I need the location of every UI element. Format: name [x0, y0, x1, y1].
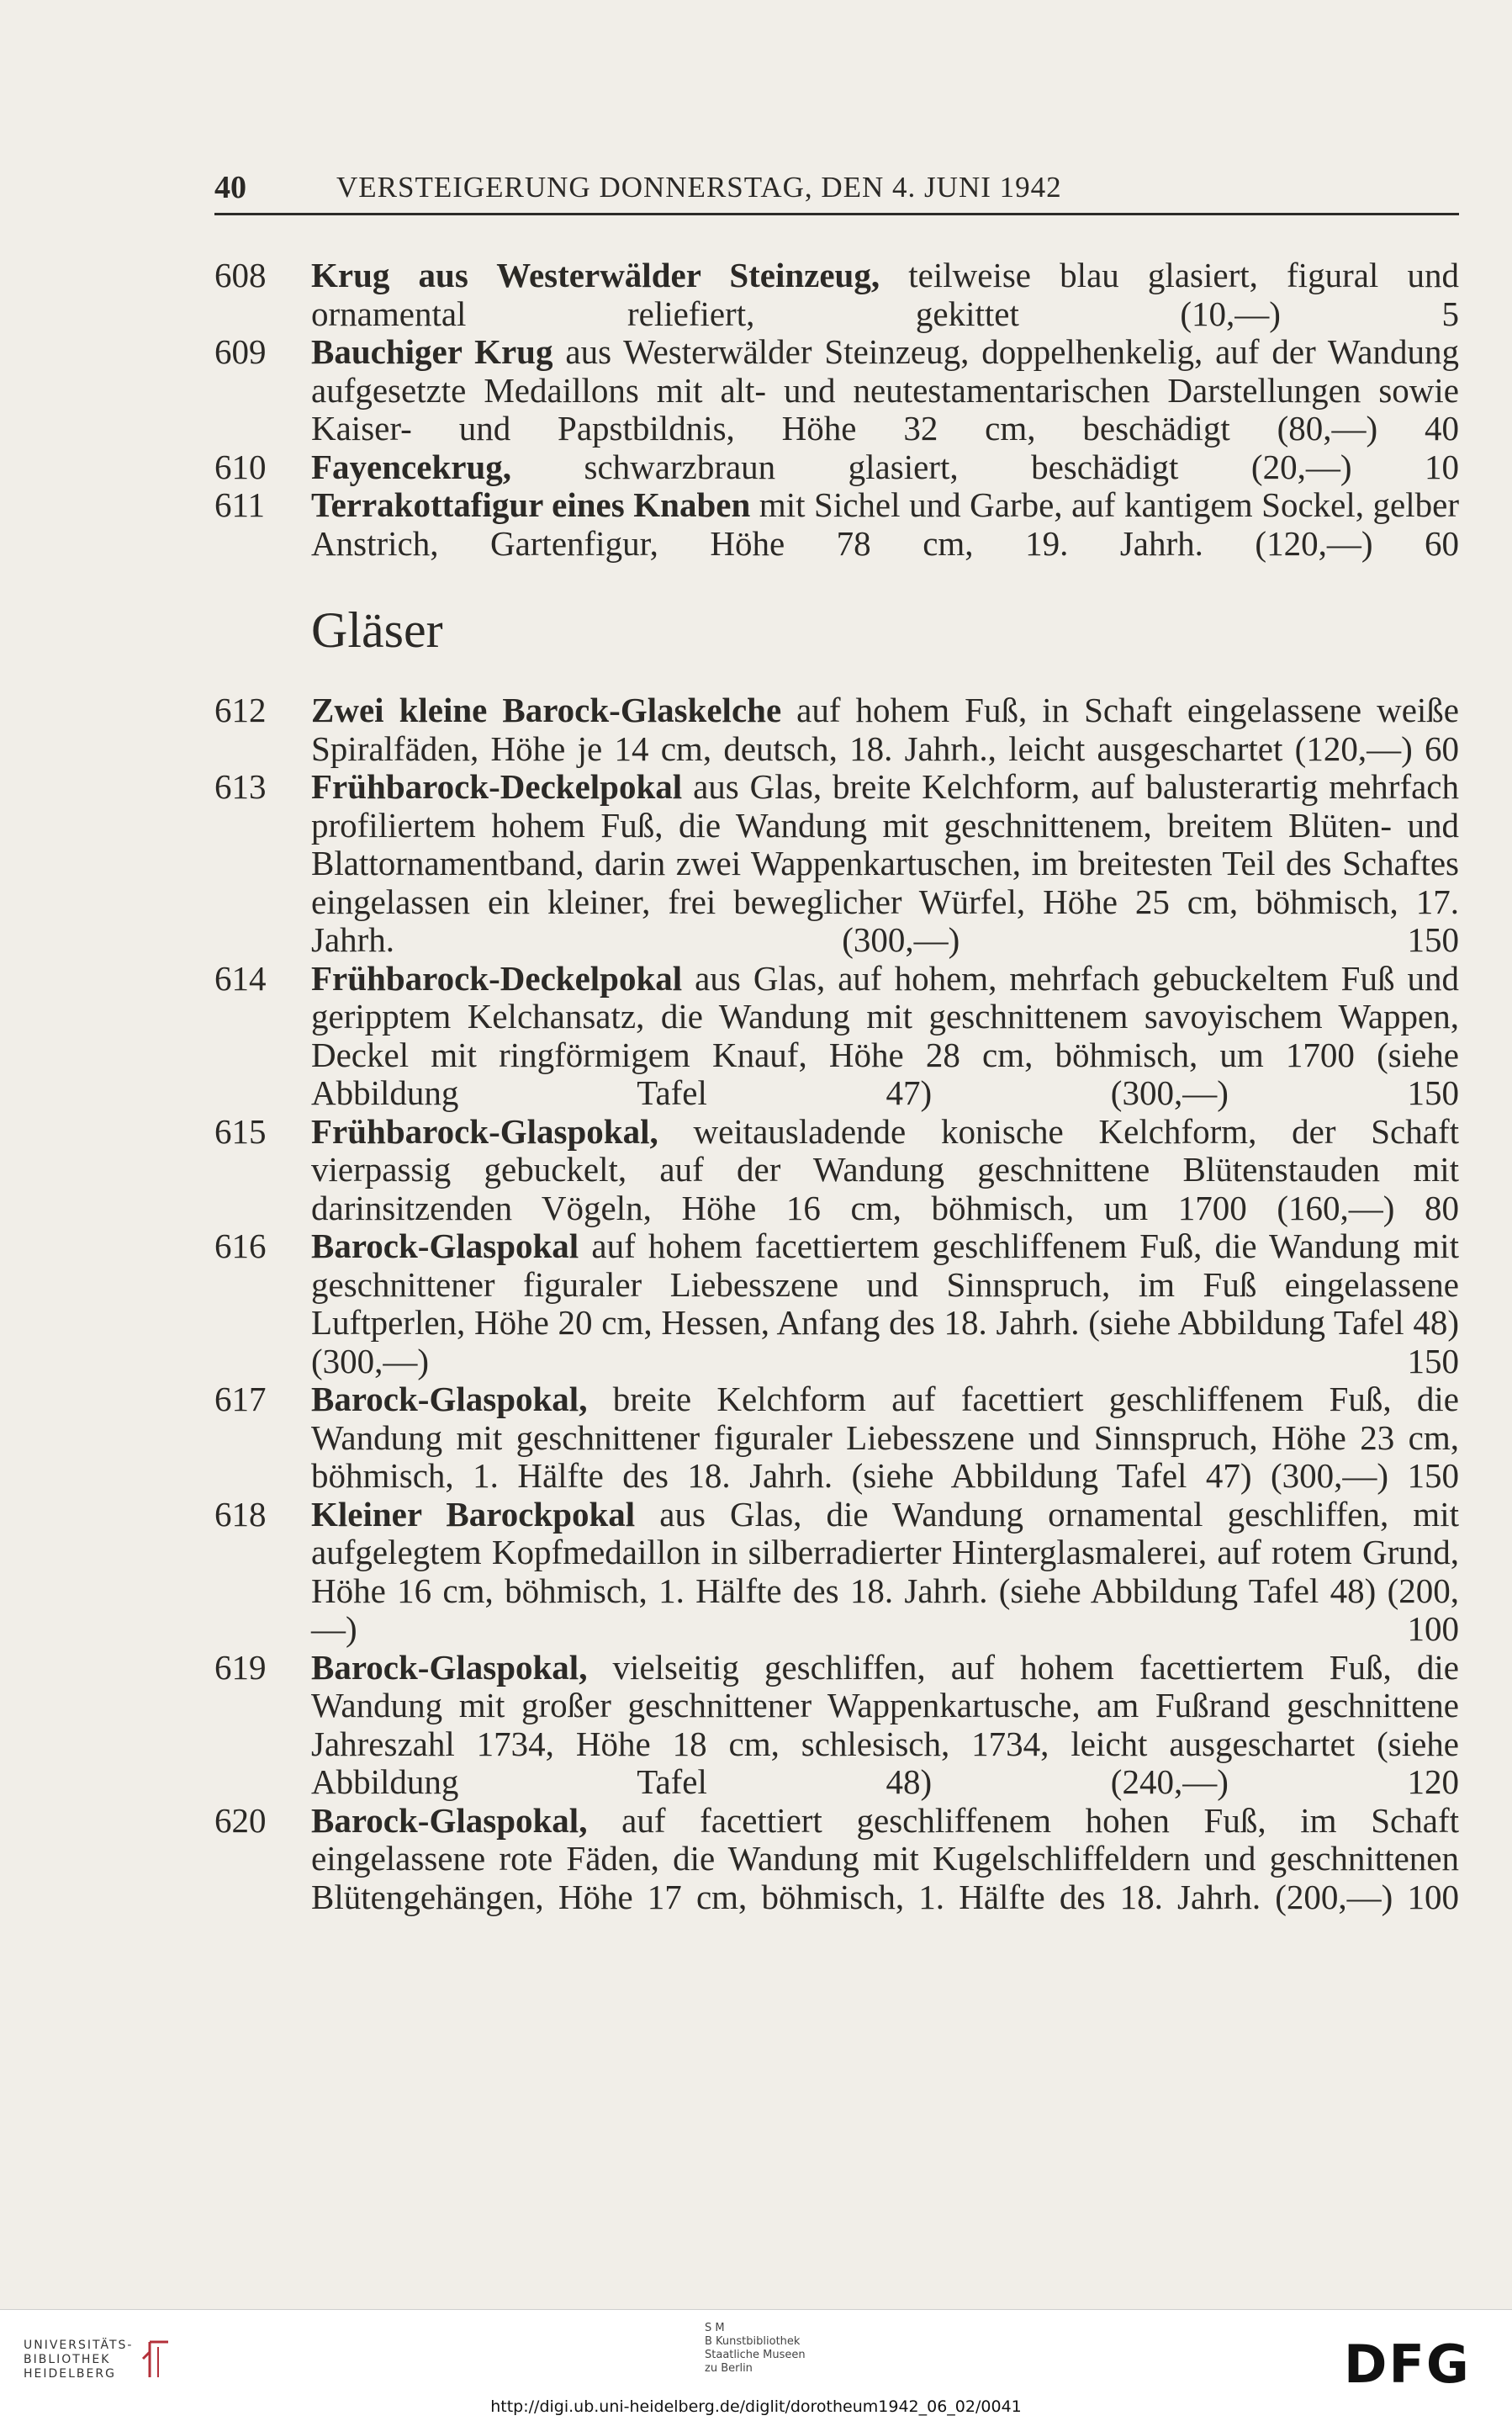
- digitization-footer: [0, 2309, 1512, 2421]
- section-heading: Gläser: [311, 602, 443, 658]
- lot-number: 615: [214, 1111, 267, 1151]
- entry-title: Krug aus Westerwälder Steinzeug,: [311, 256, 880, 294]
- stamp-line-1: S M: [705, 2322, 725, 2334]
- dfg-logo: DFG: [1344, 2334, 1471, 2395]
- entry-description: [311, 1227, 1459, 1380]
- entry-text: auf facettiert geschliffenem hohen Fuß, im Schaft eingelassene rote Fäden, die Wandung mit Kugelschliffeldern und geschnittenen Blütengehängen, Höhe 17 cm, böhmisch, 1. Hälfte des 18. Jahrh. (200,—): [311, 1800, 1459, 1916]
- catalog-entry: [214, 257, 1459, 333]
- estimate-price: 150: [1407, 1341, 1459, 1380]
- entry-text: breite Kelchform auf facettiert geschliffenem Fuß, die Wandung mit geschnittener figuraler Liebesszene und Sinnspruch, Höhe 23 cm, böhmisch, 1. Hälfte des 18. Jahrh. (siehe Abbildung Tafel 47) (300,—): [311, 1380, 1459, 1495]
- catalog-entry: [214, 448, 1459, 487]
- library-logo-icon: [135, 2334, 185, 2384]
- page-number: 40: [214, 170, 246, 205]
- catalog-entry: [214, 486, 1459, 563]
- entry-description: [311, 1113, 1459, 1228]
- lot-number: 616: [214, 1226, 267, 1265]
- page-header: [214, 162, 1459, 215]
- entry-description: [311, 1380, 1459, 1496]
- entry-text: aus Glas, auf hohem, mehrfach gebuckeltem Fuß und geripptem Kelchansatz, die Wandung mit geschnittenem savoyischem Wappen, Deckel mit ringförmigem Knauf, Höhe 28 cm, böhmisch, um 1700 (siehe Abbildung Tafel 47) (300,—): [311, 958, 1459, 1112]
- estimate-price: 60: [1425, 523, 1460, 563]
- source-url-link[interactable]: http://digi.ub.uni-heidelberg.de/diglit/dorotheum1942_06_02/0041: [490, 2397, 1022, 2416]
- entry-title: Barock-Glaspokal: [311, 1226, 579, 1265]
- catalog-entry: [214, 1227, 1459, 1380]
- estimate-price: 150: [1407, 1456, 1460, 1495]
- estimate-price: 40: [1425, 409, 1459, 448]
- entry-description: [311, 486, 1459, 563]
- estimate-price: 10: [1425, 447, 1460, 486]
- estimate-price: 60: [1425, 728, 1460, 768]
- lot-number: 612: [214, 691, 267, 729]
- lot-number: 619: [214, 1647, 267, 1687]
- estimate-price: 120: [1407, 1762, 1460, 1801]
- lot-number: 610: [214, 447, 267, 486]
- library-name: UNIVERSITÄTS- BIBLIOTHEK HEIDELBERG: [24, 2339, 134, 2381]
- entry-title: Kleiner Barockpokal: [311, 1494, 636, 1534]
- entry-description: [311, 768, 1459, 960]
- entry-description: [311, 333, 1459, 448]
- entry-title: Terrakottafigur eines Knaben: [311, 485, 751, 524]
- lot-number: 620: [214, 1800, 267, 1840]
- entry-list-glass: [214, 691, 1459, 1916]
- catalog-entry: [214, 333, 1459, 448]
- entry-list-ceramics: [214, 257, 1459, 563]
- entry-text: aus Glas, breite Kelchform, auf balusterartig mehrfach profiliertem hohem Fuß, die Wandung mit geschnittenem, breitem Blüten- und Blattornamentband, darin zwei Wappenkartuschen, im breitesten Teil des Schaftes eingelassen ein kleiner, frei beweglicher Würfel, Höhe 25 cm, böhmisch, 17. Jahrh. (300,—): [311, 767, 1459, 959]
- running-head: VERSTEIGERUNG DONNERSTAG, DEN 4. JUNI 1942: [336, 171, 1062, 204]
- lot-number: 617: [214, 1380, 267, 1418]
- entry-text: mit Sichel und Garbe, auf kantigem Sockel, gelber Anstrich, Gartenfigur, Höhe 78 cm, 19. Jahrh. (120,—): [311, 485, 1459, 563]
- entry-description: [311, 960, 1459, 1113]
- lot-number: 618: [214, 1494, 267, 1534]
- catalog-content: [214, 257, 1459, 1916]
- entry-text: auf hohem facettiertem geschliffenem Fuß, die Wandung mit geschnittener figuraler Liebesszene und Sinnspruch, im Fuß eingelassene Luftperlen, Höhe 20 cm, Hessen, Anfang des 18. Jahrh. (siehe Abbildung Tafel 48) (300,—): [311, 1226, 1459, 1380]
- lot-number: 614: [214, 958, 267, 998]
- estimate-price: 80: [1425, 1188, 1460, 1227]
- stamp-line-2: B Kunstbibliothek: [705, 2335, 801, 2348]
- entry-description: [311, 1496, 1459, 1649]
- entry-title: Barock-Glaspokal,: [311, 1380, 588, 1418]
- lot-number: 611: [214, 485, 265, 524]
- entry-title: Frühbarock-Deckelpokal: [311, 958, 683, 998]
- entry-text: aus Glas, die Wandung ornamental geschliffen, mit aufgelegtem Kopfmedaillon in silberradierter Hinterglasmalerei, auf rotem Grund, Höhe 16 cm, böhmisch, 1. Hälfte des 18. Jahrh. (siehe Abbildung Tafel 48) (200,—): [311, 1494, 1459, 1648]
- catalog-entry: [214, 960, 1459, 1113]
- entry-text: aus Westerwälder Steinzeug, doppelhenkelig, auf der Wandung aufgesetzte Medaillons mit alt- und neutestamentarischen Darstellungen sowie Kaiser- und Papstbildnis, Höhe 32 cm, beschädigt (80,—): [311, 332, 1459, 448]
- catalog-entry: [214, 1496, 1459, 1649]
- estimate-price: 100: [1407, 1877, 1459, 1916]
- catalog-entry: [214, 1113, 1459, 1228]
- entry-title: Fayencekrug,: [311, 447, 511, 486]
- catalog-entry: [214, 691, 1459, 768]
- entry-title: Barock-Glaspokal,: [311, 1647, 588, 1687]
- entry-description: [311, 1649, 1459, 1802]
- stamp-line-4: zu Berlin: [705, 2362, 753, 2375]
- estimate-price: 150: [1407, 1073, 1460, 1112]
- catalog-entry: [214, 1802, 1459, 1917]
- entry-title: Bauchiger Krug: [311, 332, 553, 371]
- estimate-price: 150: [1407, 920, 1459, 959]
- entry-description: [311, 691, 1459, 768]
- entry-text: auf hohem Fuß, in Schaft eingelassene weiße Spiralfäden, Höhe je 14 cm, deutsch, 18. Jahrh., leicht ausgeschartet (120,—): [311, 691, 1459, 768]
- entry-description: [311, 448, 1459, 487]
- estimate-price: 5: [1441, 294, 1459, 333]
- entry-description: [311, 257, 1459, 333]
- entry-text: vielseitig geschliffen, auf hohem facettiertem Fuß, die Wandung mit großer geschnittener Wappenkartusche, am Fußrand geschnittene Jahreszahl 1734, Höhe 18 cm, schlesisch, 1734, leicht ausgeschartet (siehe Abbildung Tafel 48) (240,—): [311, 1647, 1459, 1801]
- lot-number: 609: [214, 332, 267, 371]
- catalog-entry: [214, 768, 1459, 960]
- entry-title: Zwei kleine Barock-Glaskelche: [311, 691, 782, 729]
- lot-number: 608: [214, 256, 267, 294]
- entry-title: Frühbarock-Glaspokal,: [311, 1111, 658, 1151]
- entry-title: Barock-Glaspokal,: [311, 1800, 588, 1840]
- stamp-line-3: Staatliche Museen: [705, 2349, 806, 2361]
- estimate-price: 100: [1407, 1609, 1459, 1648]
- lot-number: 613: [214, 767, 267, 806]
- entry-title: Frühbarock-Deckelpokal: [311, 767, 683, 806]
- museum-stamp: [705, 2322, 806, 2376]
- catalog-entry: [214, 1380, 1459, 1496]
- entry-text: teilweise blau glasiert, figural und ornamental reliefiert, gekittet (10,—): [311, 256, 1459, 333]
- entry-text: weitausladende konische Kelchform, der Schaft vierpassig gebuckelt, auf der Wandung geschnittene Blütenstauden mit darinsitzenden Vögeln, Höhe 16 cm, böhmisch, um 1700 (160,—): [311, 1111, 1459, 1227]
- catalog-entry: [214, 1649, 1459, 1802]
- entry-description: [311, 1802, 1459, 1917]
- entry-text: schwarzbraun glasiert, beschädigt (20,—): [511, 447, 1352, 486]
